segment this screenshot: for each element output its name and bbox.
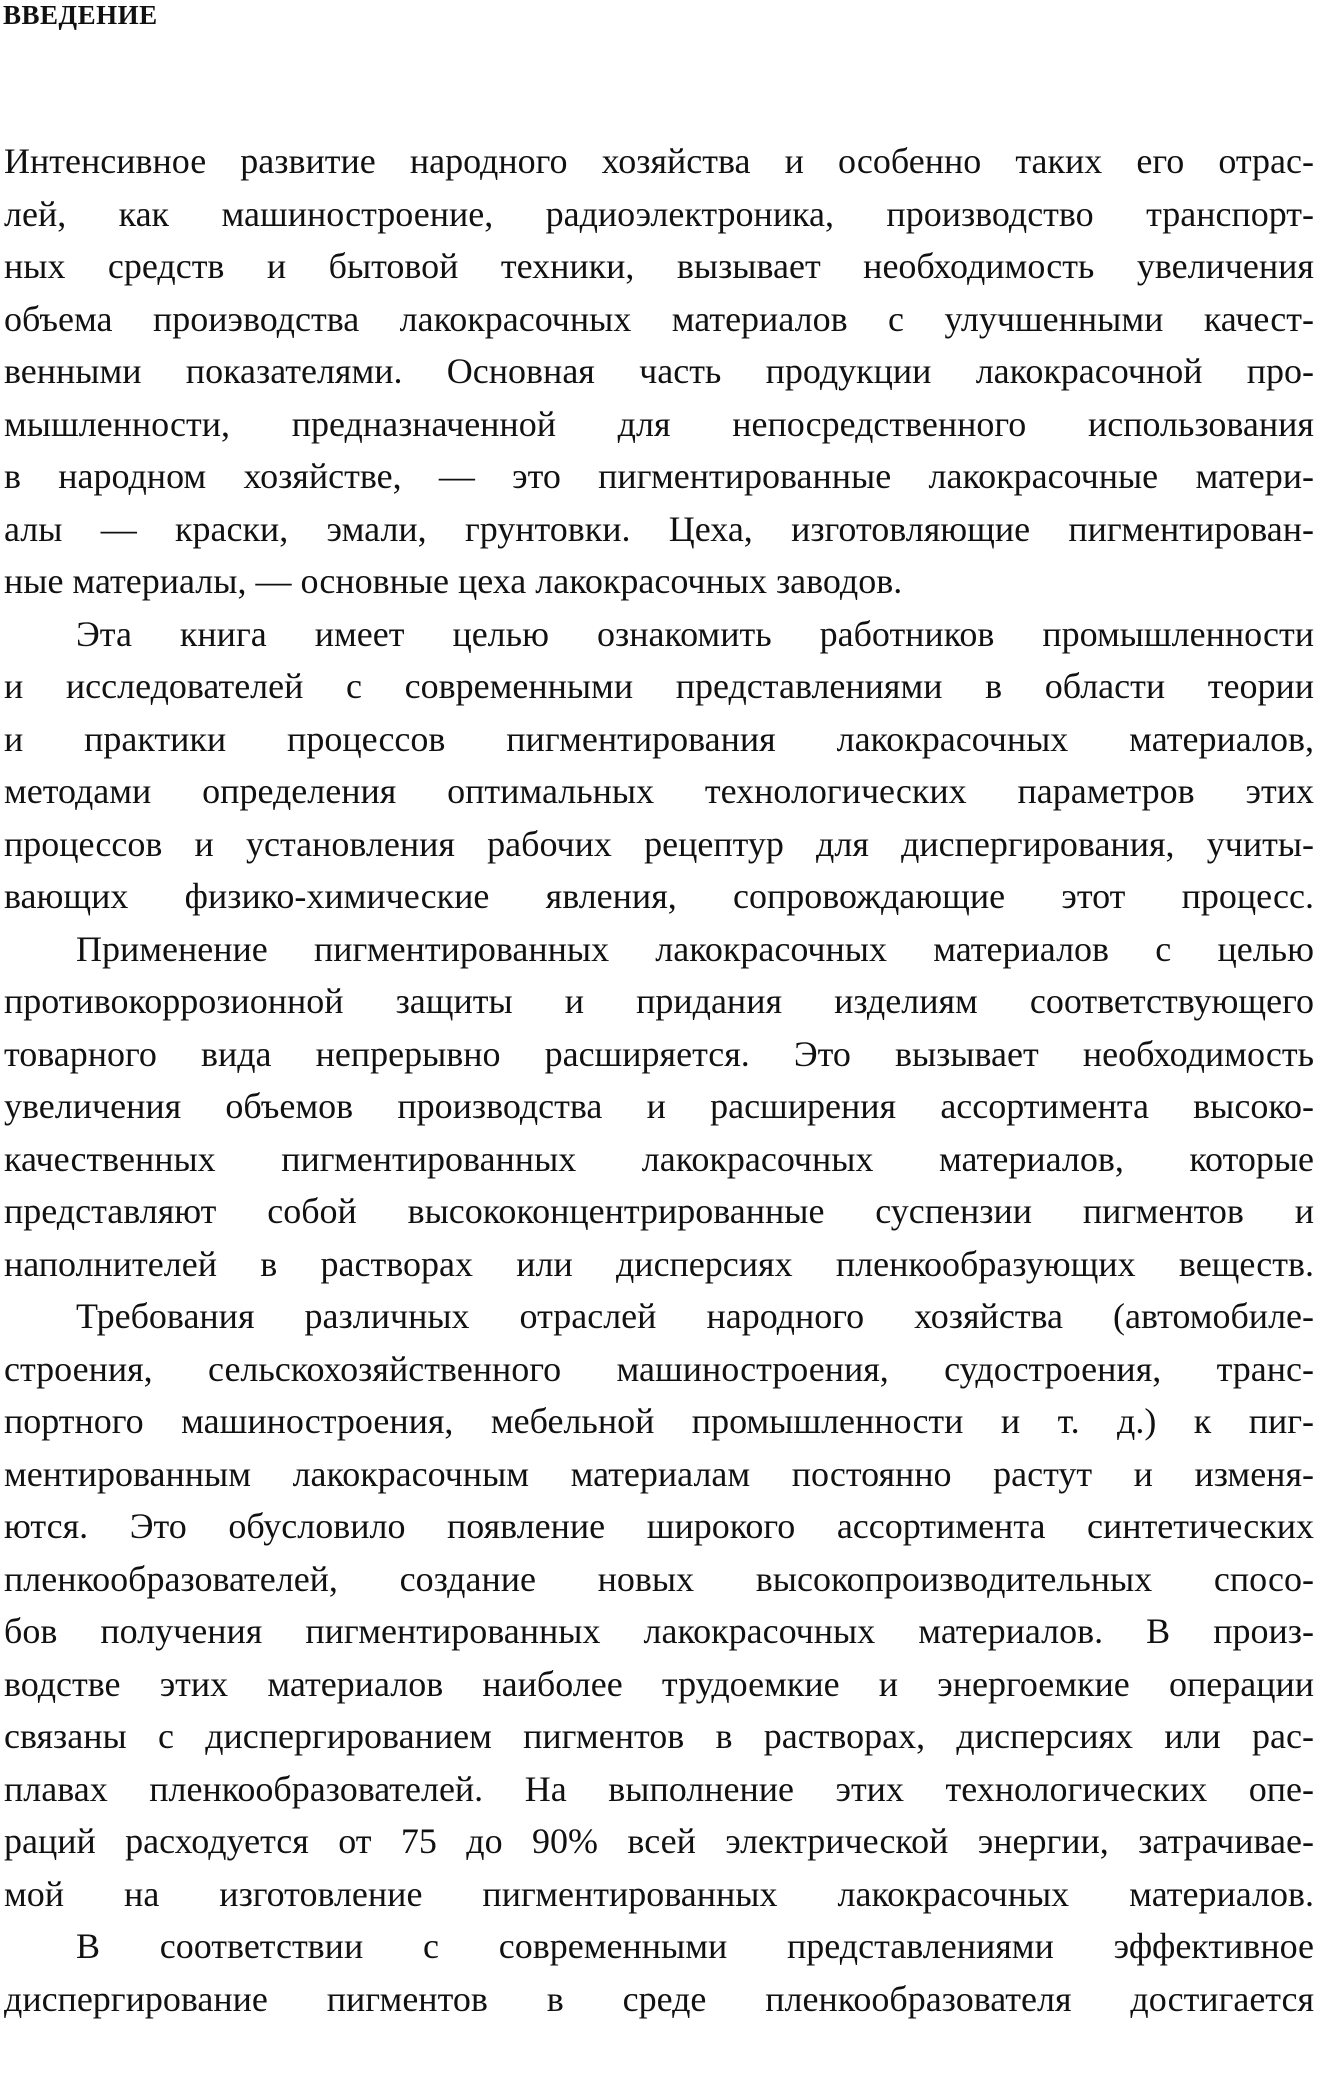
body-text (4, 135, 1314, 2025)
text-line: вающих физико-химические явления, сопровождающие этот процесс. (4, 876, 1314, 916)
text-line: мышленности, предназначенной для непосредственного использования (4, 403, 1314, 444)
text-line: мой на изготовление пигментированных лакокрасочных материалов. (4, 1873, 1314, 1914)
text-line: увеличения объемов производства и расширения ассортимента высоко- (4, 1086, 1314, 1126)
text-line: наполнителей в растворах или дисперсиях пленкообразующих веществ. (4, 1243, 1314, 1284)
text-line: плавах пленкообразователей. На выполнение этих технологических опе- (4, 1768, 1314, 1809)
text-line: и исследователей с современными представлениями в области теории (4, 666, 1314, 706)
page-title: ВВЕДЕНИЕ (3, 0, 158, 30)
text-line: В соответствии с современными представлениями эффективное (76, 1926, 1314, 1966)
text-line: ментированным лакокрасочным материалам постоянно растут и изменя- (4, 1453, 1314, 1494)
text-line: объема проиэводства лакокрасочных материалов с улучшенными качест- (4, 298, 1314, 339)
text-line: Применение пигментированных лакокрасочных материалов с целью (76, 928, 1314, 969)
text-line: лей, как машиностроение, радиоэлектроника, производство транспорт- (4, 193, 1314, 234)
text-line: представляют собой высококонцентрированные суспензии пигментов и (4, 1191, 1314, 1231)
text-line: качественных пигментированных лакокрасочных материалов, которые (4, 1138, 1314, 1179)
text-line: противокоррозионной защиты и придания изделиям соответствующего (4, 981, 1314, 1021)
text-line: бов получения пигментированных лакокрасочных материалов. В произ- (4, 1611, 1314, 1651)
text-line: алы — краски, эмали, грунтовки. Цеха, изготовляющие пигментирован- (4, 508, 1314, 549)
text-line: раций расходуется от 75 до 90% всей электрической энергии, затрачивае- (4, 1821, 1314, 1861)
text-line: водстве этих материалов наиболее трудоемкие и энергоемкие операции (4, 1663, 1314, 1704)
text-line: венными показателями. Основная часть продукции лакокрасочной про- (4, 351, 1314, 391)
text-line: портного машиностроения, мебельной промышленности и т. д.) к пиг- (4, 1401, 1314, 1441)
text-line: ных средств и бытовой техники, вызывает необходимость увеличения (4, 246, 1314, 286)
text-line: товарного вида непрерывно расширяется. Это вызывает необходимость (4, 1033, 1314, 1074)
text-line: в народном хозяйстве, — это пигментированные лакокрасочные матери- (4, 456, 1314, 496)
text-line: процессов и установления рабочих рецептур для диспергирования, учиты- (4, 823, 1314, 864)
text-line: пленкообразователей, создание новых высокопроизводительных спосо- (4, 1558, 1314, 1599)
text-line: ные материалы, — основные цеха лакокрасочных заводов. (4, 561, 903, 601)
text-line: Интенсивное развитие народного хозяйства и особенно таких его отрас- (4, 141, 1314, 181)
text-line: методами определения оптимальных технологических параметров этих (4, 771, 1314, 811)
text-line: Эта книга имеет целью ознакомить работников промышленности (76, 613, 1314, 654)
text-line: Требования различных отраслей народного хозяйства (автомобиле- (76, 1296, 1314, 1336)
text-line: строения, сельскохозяйственного машиностроения, судостроения, транс- (4, 1348, 1314, 1389)
text-line: ются. Это обусловило появление широкого ассортимента синтетических (4, 1506, 1314, 1546)
text-line: и практики процессов пигментирования лакокрасочных материалов, (4, 718, 1314, 759)
text-line: связаны с диспергированием пигментов в растворах, дисперсиях или рас- (4, 1716, 1314, 1756)
text-line: диспергирование пигментов в среде пленкообразователя достигается (4, 1978, 1314, 2019)
